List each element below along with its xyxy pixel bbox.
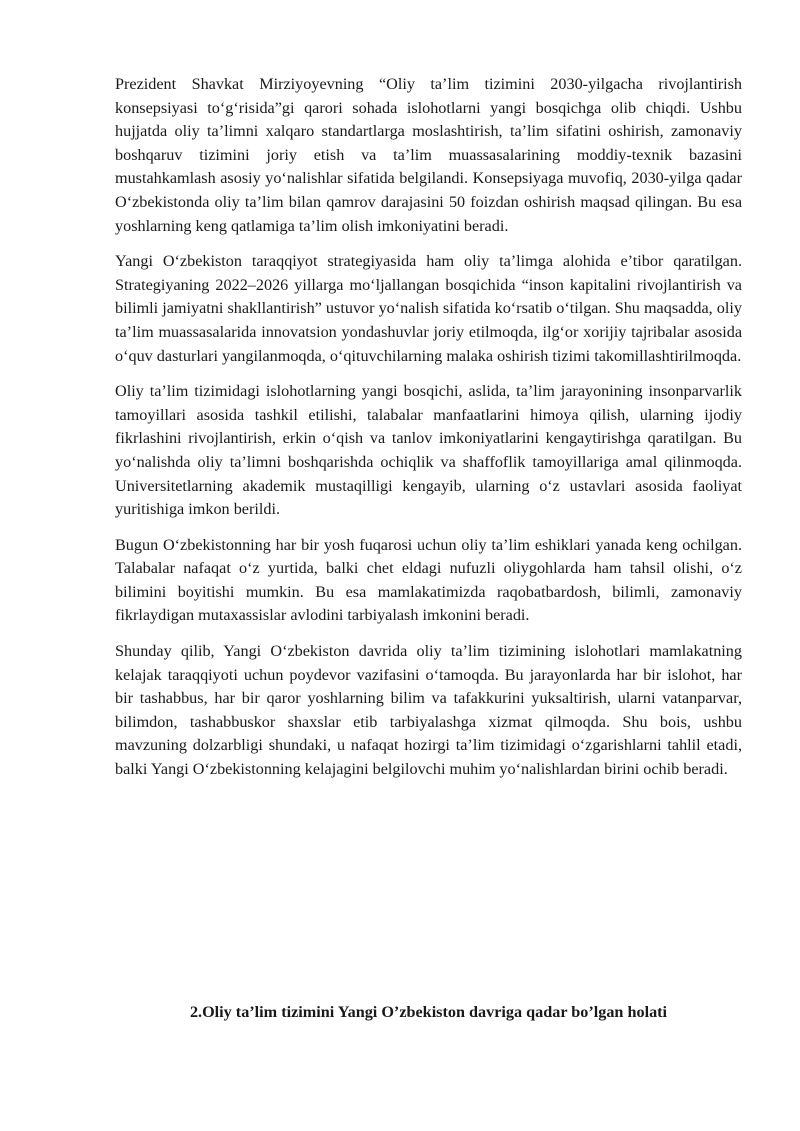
paragraph: Bugun O‘zbekistonning har bir yosh fuqarosi uchun oliy ta’lim eshiklari yanada keng ochilgan. Talabalar nafaqat o‘z yurtida, balki chet eldagi nufuzli oliygohlarda ham tahsil olishi, o‘z bilimini boyitishi mumkin. Bu esa mamlakatimizda raqobatbardosh, bilimli, zamonaviy fikrlaydigan mutaxassislar avlodini tarbiyalash imkonini beradi.	[115, 535, 742, 625]
document-body	[115, 73, 742, 794]
paragraph: Oliy ta’lim tizimidagi islohotlarning yangi bosqichi, aslida, ta’lim jarayonining insonparvarlik tamoyillari asosida tashkil etilishi, talabalar manfaatlarini himoya qilish, ularning ijodiy fikrlashini rivojlantirish, erkin o‘qish va tanlov imkoniyatlarini kengaytirishga qaratilgan. Bu yo‘nalishda oliy ta’limni boshqarishda ochiqlik va shaffoflik tamoyillariga amal qilinmoqda. Universitetlarning akademik mustaqilligi kengayib, ularning o‘z ustavlari asosida faoliyat yuritishiga imkon berildi.	[115, 382, 742, 519]
paragraph: Prezident Shavkat Mirziyoyevning “Oliy ta’lim tizimini 2030-yilgacha rivojlantirish konsepsiyasi to‘g‘risida”gi qarori sohada islohotlarni yangi bosqichga olib chiqdi. Ushbu hujjatda oliy ta’limni xalqaro standartlarga moslashtirish, ta’lim sifatini oshirish, zamonaviy boshqaruv tizimini joriy etish va ta’lim muassasalarining moddiy-texnik bazasini mustahkamlash asosiy yo‘nalishlar sifatida belgilandi. Konsepsiyaga muvofiq, 2030-yilga qadar O‘zbekistonda oliy ta’lim bilan qamrov darajasini 50 foizdan oshirish maqsad qilingan. Bu esa yoshlarning keng qatlamiga ta’lim olish imkoniyatini beradi.	[115, 75, 742, 235]
section-heading: 2.Oliy ta’lim tizimini Yangi O’zbekiston davriga qadar bo’lgan holati	[189, 1003, 668, 1021]
paragraph: Shunday qilib, Yangi O‘zbekiston davrida oliy ta’lim tizimining islohotlari mamlakatning kelajak taraqqiyoti uchun poydevor vazifasini o‘tamoqda. Bu jarayonlarda har bir islohot, har bir tashabbus, har bir qaror yoshlarning bilim va tafakkurini yuksaltirish, ularni vatanparvar, bilimdon, tashabbuskor shaxslar etib tarbiyalashga xizmat qilmoqda. Shu bois, ushbu mavzuning dolzarbligi shundaki, u nafaqat hozirgi ta’lim tizimidagi o‘zgarishlarni tahlil etadi, balki Yangi O‘zbekistonning kelajagini belgilovchi muhim yo‘nalishlardan birini ochib beradi.	[115, 642, 742, 779]
paragraph: Yangi O‘zbekiston taraqqiyot strategiyasida ham oliy ta’limga alohida e’tibor qaratilgan. Strategiyaning 2022–2026 yillarga mo‘ljallangan bosqichida “inson kapitalini rivojlantirish va bilimli jamiyatni shakllantirish” ustuvor yo‘nalish sifatida ko‘rsatib o‘tilgan. Shu maqsadda, oliy ta’lim muassasalarida innovatsion yondashuvlar joriy etilmoqda, ilg‘or xorijiy tajribalar asosida o‘quv dasturlari yangilanmoqda, o‘qituvchilarning malaka oshirish tizimi takomillashtirilmoqda.	[115, 252, 742, 365]
